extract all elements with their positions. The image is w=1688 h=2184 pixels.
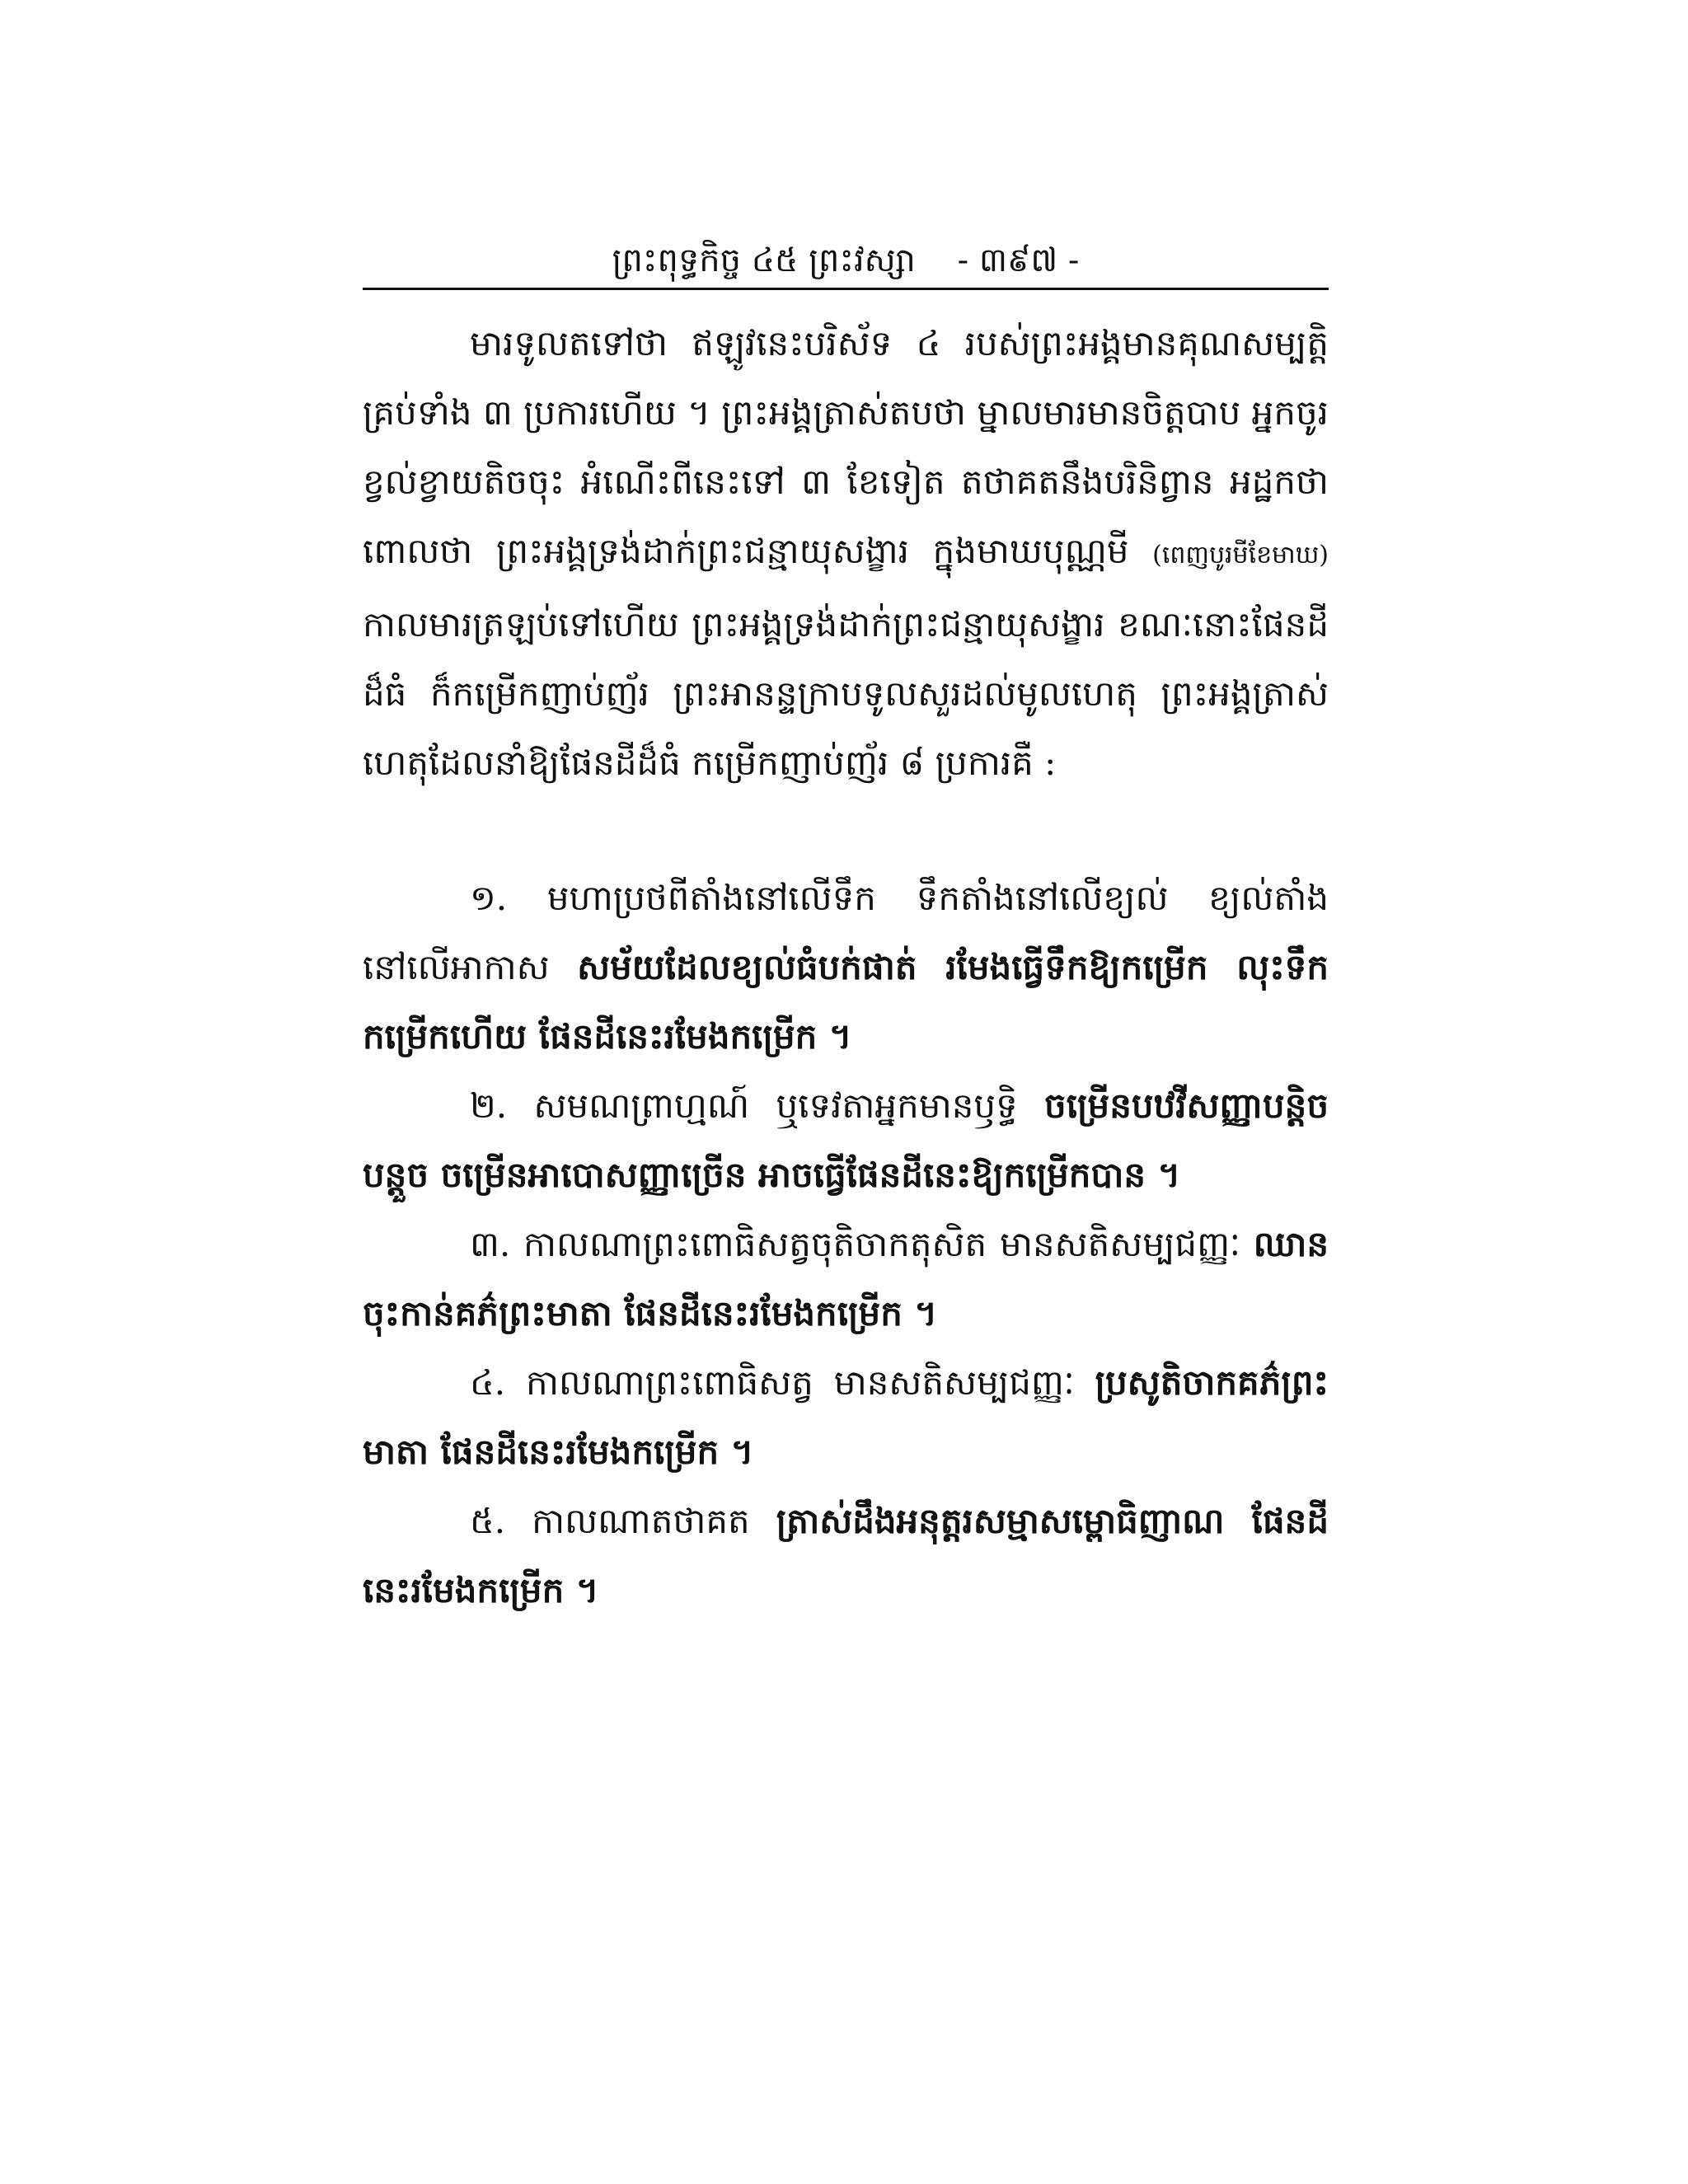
- intro-text-b: កាលមារត្រឡប់ទៅហើយ ព្រះអង្គទ្រង់ដាក់ព្រះជន្មាយុសង្ខារ ខណៈនោះផែនដីដ៏ធំ ក៏កម្រើកញាប់ញ័រ ព្រះអានន្ទក្រាបទូលសួរដល់មូលហេតុ ព្រះអង្គត្រាស់ហេតុដែលនាំឱ្យផែនដីដ៏ធំ កម្រើកញាប់ញ័រ ៨ ប្រការគឺ :: [363, 604, 1329, 783]
- list-item-1: [363, 864, 1329, 1071]
- item-1-lead: ១. មហាប្រថពីតាំងនៅលើទឹក ទឹកតាំងនៅលើខ្យល់ ខ្យល់តាំងនៅលើអាកាស: [363, 878, 1329, 987]
- item-1-bold: សម័យដែលខ្យល់ធំបក់ផាត់ រមែងធ្វើទឹកឱ្យកម្រើក លុះទឹកកម្រើកហើយ ផែនដីនេះរមែងកម្រើក ។: [363, 947, 1329, 1057]
- running-header: [363, 232, 1329, 288]
- item-2-bold: ចម្រើនបឋវីសញ្ញាបន្តិចបន្តួច ចម្រើនអាបោសញ្ញាច្រើន អាចធ្វើផែនដីនេះឱ្យកម្រើកបាន ។: [363, 1085, 1329, 1195]
- list-item-2: [363, 1071, 1329, 1210]
- page-number: - ៣៩៧ -: [957, 241, 1080, 279]
- item-3-lead: ៣. កាលណាព្រះពោធិសត្វចុតិចាកតុសិត មានសតិសម្បជញ្ញៈ: [470, 1224, 1240, 1264]
- paragraph-intro: [363, 309, 1329, 864]
- list-item-5: [363, 1487, 1329, 1625]
- intro-text-a: មារទូលតទៅថា ឥឡូវនេះបរិស័ទ ៤ របស់ព្រះអង្គមានគុណសម្បត្តិគ្រប់ទាំង ៣ ប្រការហើយ ។ ព្រះអង្គត្រាស់តបថា ម្នាលមារមានចិត្តបាប អ្នកចូរខ្វល់ខ្វាយតិចចុះ អំណើះពីនេះទៅ ៣ ខែទៀត តថាគតនឹងបរិនិព្វាន អដ្ឋកថាពោលថា ព្រះអង្គទ្រង់ដាក់ព្រះជន្មាយុសង្ខារ ក្នុងមាឃបុណ្ណមី: [363, 323, 1329, 571]
- list-item-4: [363, 1348, 1329, 1487]
- item-3-bold: ឈានចុះកាន់គភ៌ព្រះមាតា ផែនដីនេះរមែងកម្រើក ។: [363, 1224, 1329, 1333]
- body-text: [363, 309, 1329, 1625]
- item-4-lead: ៤. កាលណាព្រះពោធិសត្វ មានសតិសម្បជញ្ញៈ: [470, 1362, 1075, 1403]
- item-5-bold: ត្រាស់ដឹងអនុត្តរសម្មាសម្ពោធិញាណ ផែនដីនេះរមែងកម្រើក ។: [363, 1501, 1329, 1610]
- list-item-3: [363, 1210, 1329, 1348]
- header-title: ព្រះពុទ្ធកិច្ច ៤៥ ព្រះវស្សា: [612, 241, 916, 279]
- item-2-lead: ២. សមណព្រាហ្មណ៍ ឬទេវតាអ្នកមានឫទ្ធិ: [470, 1085, 1018, 1126]
- intro-note: (ពេញបូរមីខែមាឃ): [1152, 541, 1329, 569]
- item-5-lead: ៥. កាលណាតថាគត: [470, 1501, 750, 1541]
- item-4-bold: ប្រសូតិចាកគភ៌ព្រះមាតា ផែនដីនេះរមែងកម្រើក ។: [363, 1362, 1329, 1472]
- header-rule: [363, 288, 1329, 290]
